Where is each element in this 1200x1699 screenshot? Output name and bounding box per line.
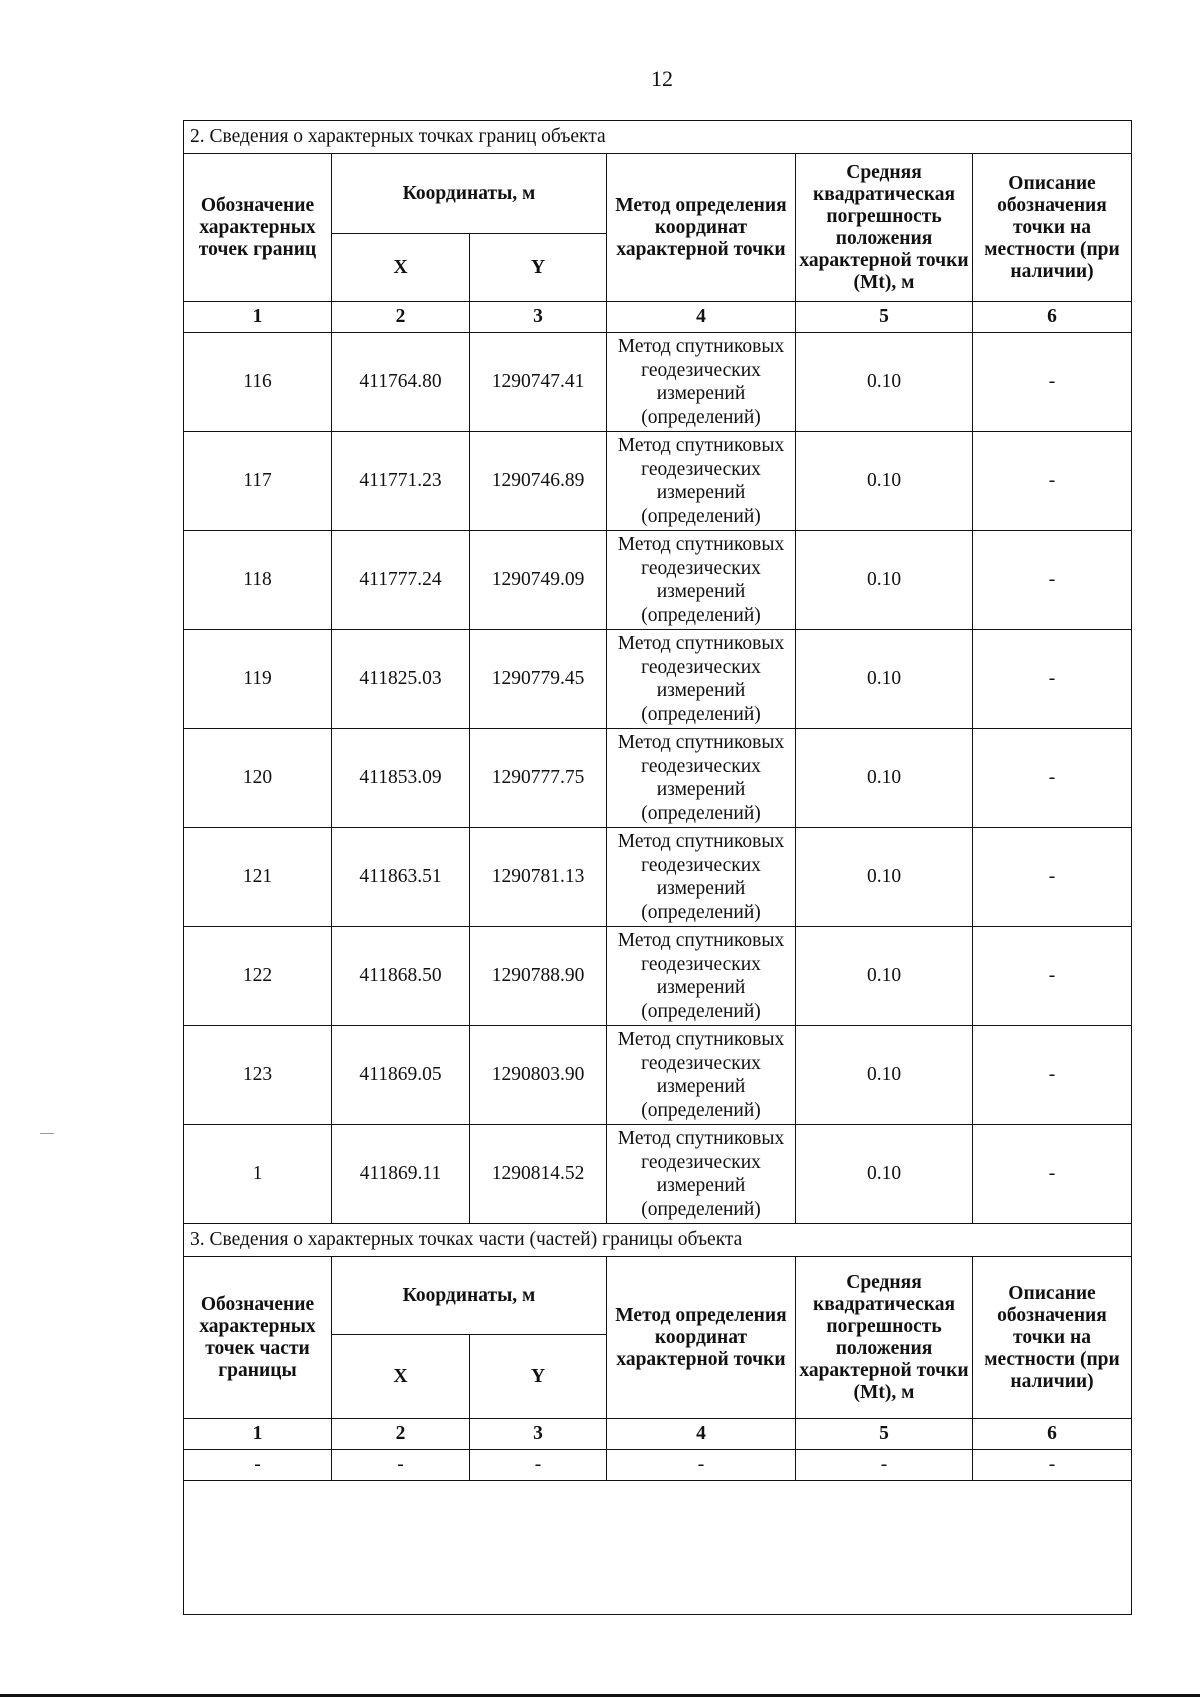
x-coordinate: 411869.05 xyxy=(332,1026,470,1125)
accuracy-value: 0.10 xyxy=(796,630,973,729)
table-row xyxy=(184,630,1132,729)
y-coordinate: 1290747.41 xyxy=(470,333,607,432)
description-value: - xyxy=(973,729,1132,828)
accuracy-value: 0.10 xyxy=(796,1125,973,1224)
x-coordinate: 411771.23 xyxy=(332,432,470,531)
y-coordinate: 1290746.89 xyxy=(470,432,607,531)
scan-mark xyxy=(40,1133,54,1134)
accuracy-value: 0.10 xyxy=(796,531,973,630)
column-number: 4 xyxy=(607,1419,796,1450)
table-row xyxy=(184,432,1132,531)
column-numbers-row xyxy=(184,1419,1132,1450)
table-row xyxy=(184,333,1132,432)
header-y: Y xyxy=(470,234,607,302)
header-coordinates: Координаты, м xyxy=(332,1257,607,1335)
header-description: Описание обозначения точки на местности (при наличии) xyxy=(973,154,1132,302)
description-value: - xyxy=(973,531,1132,630)
x-coordinate: 411869.11 xyxy=(332,1125,470,1224)
column-number: 4 xyxy=(607,302,796,333)
table-row xyxy=(184,1450,1132,1481)
table-row xyxy=(184,1026,1132,1125)
y-coordinate: 1290779.45 xyxy=(470,630,607,729)
x-coordinate: 411863.51 xyxy=(332,828,470,927)
empty-cell: - xyxy=(332,1450,470,1481)
column-number: 5 xyxy=(796,1419,973,1450)
point-number: 117 xyxy=(184,432,332,531)
header-y: Y xyxy=(470,1335,607,1419)
column-number: 6 xyxy=(973,302,1132,333)
column-number: 2 xyxy=(332,1419,470,1450)
x-coordinate: 411777.24 xyxy=(332,531,470,630)
y-coordinate: 1290814.52 xyxy=(470,1125,607,1224)
point-number: 121 xyxy=(184,828,332,927)
method-text: Метод спутниковых геодезических измерений (определений) xyxy=(607,828,796,927)
empty-cell: - xyxy=(796,1450,973,1481)
column-numbers-row xyxy=(184,302,1132,333)
empty-cell: - xyxy=(470,1450,607,1481)
header-x: X xyxy=(332,234,470,302)
table-row xyxy=(184,927,1132,1026)
point-number: 118 xyxy=(184,531,332,630)
x-coordinate: 411825.03 xyxy=(332,630,470,729)
method-text: Метод спутниковых геодезических измерений (определений) xyxy=(607,432,796,531)
point-number: 116 xyxy=(184,333,332,432)
scan-edge-line xyxy=(0,1694,1200,1697)
section-2-title: 2. Сведения о характерных точках границ объекта xyxy=(184,121,1132,154)
description-value: - xyxy=(973,432,1132,531)
method-text: Метод спутниковых геодезических измерений (определений) xyxy=(607,1125,796,1224)
x-coordinate: 411853.09 xyxy=(332,729,470,828)
page-number: 12 xyxy=(651,66,673,91)
description-value: - xyxy=(973,333,1132,432)
section-3-title: 3. Сведения о характерных точках части (частей) границы объекта xyxy=(184,1224,1132,1257)
table-row xyxy=(184,729,1132,828)
y-coordinate: 1290749.09 xyxy=(470,531,607,630)
header-point-designation: Обозначение характерных точек части границы xyxy=(184,1257,332,1419)
accuracy-value: 0.10 xyxy=(796,333,973,432)
header-method: Метод определения координат характерной точки xyxy=(607,154,796,302)
accuracy-value: 0.10 xyxy=(796,729,973,828)
method-text: Метод спутниковых геодезических измерений (определений) xyxy=(607,927,796,1026)
accuracy-value: 0.10 xyxy=(796,927,973,1026)
column-number: 6 xyxy=(973,1419,1132,1450)
point-number: 1 xyxy=(184,1125,332,1224)
method-text: Метод спутниковых геодезических измерений (определений) xyxy=(607,531,796,630)
accuracy-value: 0.10 xyxy=(796,1026,973,1125)
table-row xyxy=(184,531,1132,630)
y-coordinate: 1290803.90 xyxy=(470,1026,607,1125)
method-text: Метод спутниковых геодезических измерений (определений) xyxy=(607,333,796,432)
method-text: Метод спутниковых геодезических измерений (определений) xyxy=(607,1026,796,1125)
point-number: 119 xyxy=(184,630,332,729)
point-number: 122 xyxy=(184,927,332,1026)
boundary-points-table xyxy=(183,120,1132,1615)
empty-cell: - xyxy=(607,1450,796,1481)
header-accuracy: Средняя квадратическая погрешность положения характерной точки (Mt), м xyxy=(796,1257,973,1419)
point-number: 120 xyxy=(184,729,332,828)
empty-cell: - xyxy=(184,1450,332,1481)
column-number: 3 xyxy=(470,302,607,333)
header-coordinates: Координаты, м xyxy=(332,154,607,234)
header-point-designation: Обозначение характерных точек границ xyxy=(184,154,332,302)
column-number: 1 xyxy=(184,302,332,333)
blank-area xyxy=(184,1481,1132,1615)
accuracy-value: 0.10 xyxy=(796,828,973,927)
accuracy-value: 0.10 xyxy=(796,432,973,531)
table-row xyxy=(184,828,1132,927)
method-text: Метод спутниковых геодезических измерений (определений) xyxy=(607,729,796,828)
y-coordinate: 1290788.90 xyxy=(470,927,607,1026)
description-value: - xyxy=(973,927,1132,1026)
column-number: 2 xyxy=(332,302,470,333)
column-number: 1 xyxy=(184,1419,332,1450)
x-coordinate: 411868.50 xyxy=(332,927,470,1026)
header-method: Метод определения координат характерной точки xyxy=(607,1257,796,1419)
description-value: - xyxy=(973,1125,1132,1224)
description-value: - xyxy=(973,630,1132,729)
empty-cell: - xyxy=(973,1450,1132,1481)
table-row xyxy=(184,1125,1132,1224)
description-value: - xyxy=(973,828,1132,927)
header-description: Описание обозначения точки на местности (при наличии) xyxy=(973,1257,1132,1419)
header-x: X xyxy=(332,1335,470,1419)
y-coordinate: 1290781.13 xyxy=(470,828,607,927)
y-coordinate: 1290777.75 xyxy=(470,729,607,828)
point-number: 123 xyxy=(184,1026,332,1125)
column-number: 5 xyxy=(796,302,973,333)
column-number: 3 xyxy=(470,1419,607,1450)
description-value: - xyxy=(973,1026,1132,1125)
header-accuracy: Средняя квадратическая погрешность положения характерной точки (Mt), м xyxy=(796,154,973,302)
method-text: Метод спутниковых геодезических измерений (определений) xyxy=(607,630,796,729)
x-coordinate: 411764.80 xyxy=(332,333,470,432)
